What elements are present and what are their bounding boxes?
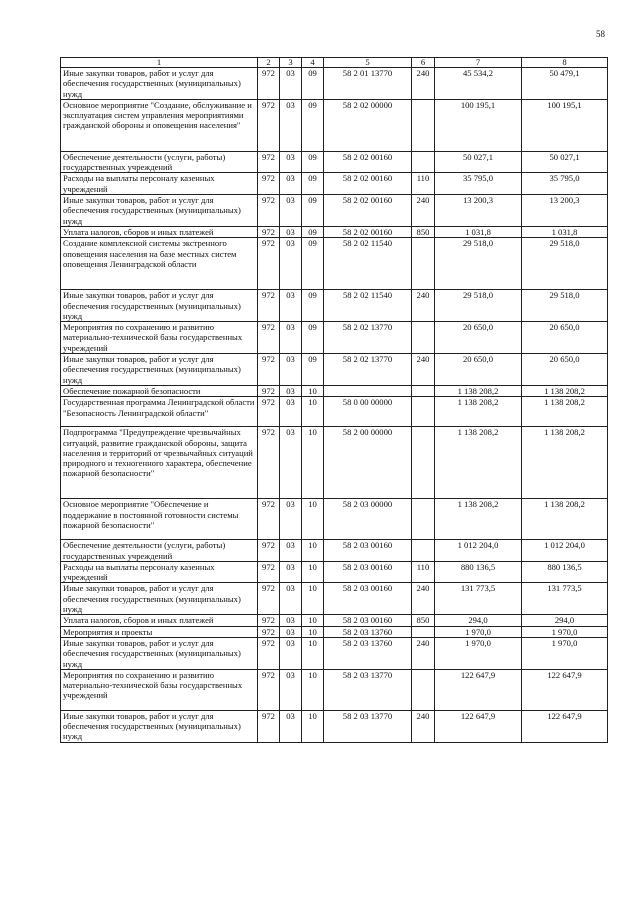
- target-article-cell: 58 2 02 13770: [324, 354, 412, 386]
- name-cell: Обеспечение деятельности (услуги, работы) государственных учреждений: [61, 540, 258, 562]
- target-article-cell: 58 2 02 13770: [324, 322, 412, 354]
- name-cell: Мероприятия по сохранению и развитию материально-технической базы государственных учреждений: [61, 669, 258, 710]
- table-row: [61, 322, 608, 354]
- amount-col8-cell: 29 518,0: [522, 290, 608, 322]
- name-cell: Основное мероприятие "Обеспечение и поддержание в постоянной готовности системы пожарной безопасности": [61, 499, 258, 540]
- target-article-cell: 58 2 02 11540: [324, 290, 412, 322]
- subsection-cell: 09: [302, 99, 324, 151]
- expense-type-cell: [412, 626, 435, 637]
- subsection-cell: 10: [302, 637, 324, 669]
- table-row: [61, 427, 608, 499]
- subsection-cell: 09: [302, 226, 324, 237]
- admin-code-cell: 972: [258, 626, 280, 637]
- table-row: [61, 561, 608, 583]
- amount-col7-cell: 1 970,0: [435, 637, 522, 669]
- section-cell: 03: [280, 226, 302, 237]
- expense-type-cell: [412, 322, 435, 354]
- amount-col7-cell: 1 138 208,2: [435, 427, 522, 499]
- section-cell: 03: [280, 99, 302, 151]
- target-article-cell: 58 2 03 13770: [324, 669, 412, 710]
- subsection-cell: 10: [302, 385, 324, 396]
- amount-col7-cell: 294,0: [435, 615, 522, 626]
- admin-code-cell: 972: [258, 397, 280, 427]
- table-row: [61, 238, 608, 290]
- subsection-cell: 09: [302, 238, 324, 290]
- name-cell: Обеспечение пожарной безопасности: [61, 385, 258, 396]
- amount-col8-cell: 122 647,9: [522, 710, 608, 742]
- amount-col7-cell: 29 518,0: [435, 238, 522, 290]
- subsection-cell: 09: [302, 151, 324, 173]
- section-cell: 03: [280, 290, 302, 322]
- name-cell: Иные закупки товаров, работ и услуг для обеспечения государственных (муниципальных) нужд: [61, 68, 258, 100]
- section-cell: 03: [280, 68, 302, 100]
- target-article-cell: 58 2 03 13770: [324, 710, 412, 742]
- amount-col7-cell: 1 138 208,2: [435, 385, 522, 396]
- section-cell: 03: [280, 354, 302, 386]
- target-article-cell: 58 2 03 13760: [324, 637, 412, 669]
- target-article-cell: 58 2 02 00160: [324, 195, 412, 227]
- table-row: [61, 540, 608, 562]
- target-article-cell: 58 2 02 00000: [324, 99, 412, 151]
- admin-code-cell: 972: [258, 173, 280, 195]
- expense-type-cell: 240: [412, 354, 435, 386]
- name-cell: Иные закупки товаров, работ и услуг для обеспечения государственных (муниципальных) нужд: [61, 583, 258, 615]
- amount-col7-cell: 35 795,0: [435, 173, 522, 195]
- name-cell: Иные закупки товаров, работ и услуг для обеспечения государственных (муниципальных) нужд: [61, 354, 258, 386]
- name-cell: Уплата налогов, сборов и иных платежей: [61, 226, 258, 237]
- subsection-cell: 09: [302, 173, 324, 195]
- amount-col8-cell: 20 650,0: [522, 354, 608, 386]
- table-row: [61, 68, 608, 100]
- table-row: [61, 290, 608, 322]
- admin-code-cell: 972: [258, 710, 280, 742]
- admin-code-cell: 972: [258, 540, 280, 562]
- header-cell: 6: [412, 58, 435, 68]
- header-cell: 1: [61, 58, 258, 68]
- name-cell: Иные закупки товаров, работ и услуг для обеспечения государственных (муниципальных) нужд: [61, 710, 258, 742]
- amount-col7-cell: 1 138 208,2: [435, 397, 522, 427]
- subsection-cell: 10: [302, 397, 324, 427]
- table-row: [61, 195, 608, 227]
- amount-col7-cell: 122 647,9: [435, 669, 522, 710]
- target-article-cell: 58 2 03 00160: [324, 615, 412, 626]
- expense-type-cell: 240: [412, 290, 435, 322]
- name-cell: Иные закупки товаров, работ и услуг для обеспечения государственных (муниципальных) нужд: [61, 290, 258, 322]
- amount-col7-cell: 29 518,0: [435, 290, 522, 322]
- target-article-cell: 58 2 03 00160: [324, 583, 412, 615]
- expense-type-cell: [412, 540, 435, 562]
- name-cell: Основное мероприятие "Создание, обслуживание и эксплуатация систем управления мероприятиями гражданской обороны и оповещения населения": [61, 99, 258, 151]
- admin-code-cell: 972: [258, 99, 280, 151]
- admin-code-cell: 972: [258, 151, 280, 173]
- table-row: [61, 397, 608, 427]
- target-article-cell: 58 2 03 00160: [324, 561, 412, 583]
- name-cell: Расходы на выплаты персоналу казенных учреждений: [61, 173, 258, 195]
- admin-code-cell: 972: [258, 290, 280, 322]
- amount-col7-cell: 1 031,8: [435, 226, 522, 237]
- header-row: [61, 58, 608, 68]
- section-cell: 03: [280, 427, 302, 499]
- admin-code-cell: 972: [258, 195, 280, 227]
- header-cell: 3: [280, 58, 302, 68]
- subsection-cell: 09: [302, 68, 324, 100]
- expense-type-cell: [412, 427, 435, 499]
- amount-col7-cell: 100 195,1: [435, 99, 522, 151]
- admin-code-cell: 972: [258, 385, 280, 396]
- admin-code-cell: 972: [258, 427, 280, 499]
- expense-type-cell: 850: [412, 226, 435, 237]
- target-article-cell: 58 2 02 11540: [324, 238, 412, 290]
- amount-col8-cell: 1 138 208,2: [522, 385, 608, 396]
- target-article-cell: 58 2 02 00160: [324, 173, 412, 195]
- admin-code-cell: 972: [258, 238, 280, 290]
- target-article-cell: 58 2 03 13760: [324, 626, 412, 637]
- amount-col8-cell: 13 200,3: [522, 195, 608, 227]
- section-cell: 03: [280, 540, 302, 562]
- amount-col8-cell: 122 647,9: [522, 669, 608, 710]
- table-row: [61, 173, 608, 195]
- section-cell: 03: [280, 173, 302, 195]
- name-cell: Обеспечение деятельности (услуги, работы) государственных учреждений: [61, 151, 258, 173]
- amount-col8-cell: 50 479,1: [522, 68, 608, 100]
- table-row: [61, 669, 608, 710]
- section-cell: 03: [280, 195, 302, 227]
- admin-code-cell: 972: [258, 226, 280, 237]
- section-cell: 03: [280, 710, 302, 742]
- table-row: [61, 151, 608, 173]
- name-cell: Иные закупки товаров, работ и услуг для обеспечения государственных (муниципальных) нужд: [61, 195, 258, 227]
- amount-col7-cell: 1 970,0: [435, 626, 522, 637]
- amount-col7-cell: 122 647,9: [435, 710, 522, 742]
- amount-col8-cell: 20 650,0: [522, 322, 608, 354]
- amount-col7-cell: 45 534,2: [435, 68, 522, 100]
- section-cell: 03: [280, 637, 302, 669]
- subsection-cell: 09: [302, 290, 324, 322]
- expense-type-cell: 240: [412, 195, 435, 227]
- subsection-cell: 09: [302, 195, 324, 227]
- name-cell: Иные закупки товаров, работ и услуг для обеспечения государственных (муниципальных) нужд: [61, 637, 258, 669]
- admin-code-cell: 972: [258, 499, 280, 540]
- section-cell: 03: [280, 238, 302, 290]
- header-cell: 4: [302, 58, 324, 68]
- table-row: [61, 583, 608, 615]
- amount-col8-cell: 131 773,5: [522, 583, 608, 615]
- admin-code-cell: 972: [258, 354, 280, 386]
- expense-type-cell: 110: [412, 561, 435, 583]
- amount-col7-cell: 13 200,3: [435, 195, 522, 227]
- amount-col8-cell: 50 027,1: [522, 151, 608, 173]
- subsection-cell: 10: [302, 561, 324, 583]
- table-row: [61, 637, 608, 669]
- amount-col8-cell: 1 138 208,2: [522, 499, 608, 540]
- amount-col7-cell: 20 650,0: [435, 322, 522, 354]
- admin-code-cell: 972: [258, 583, 280, 615]
- amount-col7-cell: 20 650,0: [435, 354, 522, 386]
- subsection-cell: 10: [302, 626, 324, 637]
- subsection-cell: 10: [302, 499, 324, 540]
- header-cell: 7: [435, 58, 522, 68]
- section-cell: 03: [280, 626, 302, 637]
- expense-type-cell: 240: [412, 637, 435, 669]
- section-cell: 03: [280, 151, 302, 173]
- amount-col8-cell: 1 031,8: [522, 226, 608, 237]
- name-cell: Уплата налогов, сборов и иных платежей: [61, 615, 258, 626]
- table-row: [61, 99, 608, 151]
- subsection-cell: 10: [302, 427, 324, 499]
- admin-code-cell: 972: [258, 561, 280, 583]
- subsection-cell: 10: [302, 540, 324, 562]
- admin-code-cell: 972: [258, 322, 280, 354]
- table-row: [61, 226, 608, 237]
- name-cell: Мероприятия и проекты: [61, 626, 258, 637]
- section-cell: 03: [280, 385, 302, 396]
- amount-col7-cell: 50 027,1: [435, 151, 522, 173]
- expense-type-cell: [412, 499, 435, 540]
- expense-type-cell: [412, 151, 435, 173]
- expense-type-cell: 240: [412, 68, 435, 100]
- amount-col7-cell: 880 136,5: [435, 561, 522, 583]
- admin-code-cell: 972: [258, 68, 280, 100]
- name-cell: Мероприятия по сохранению и развитию материально-технической базы государственных учреждений: [61, 322, 258, 354]
- amount-col8-cell: 1 970,0: [522, 626, 608, 637]
- expense-type-cell: [412, 385, 435, 396]
- section-cell: 03: [280, 669, 302, 710]
- subsection-cell: 09: [302, 354, 324, 386]
- name-cell: Подпрограмма "Предупреждение чрезвычайных ситуаций, развитие гражданской обороны, защита населения и территорий от чрезвычайных ситуаций природного и техногенного характера, обеспечение пожарной безопасности": [61, 427, 258, 499]
- expense-type-cell: [412, 669, 435, 710]
- expense-type-cell: [412, 238, 435, 290]
- name-cell: Создание комплексной системы экстренного оповещения населения на базе местных систем оповещения Ленинградской области: [61, 238, 258, 290]
- table-row: [61, 710, 608, 742]
- table-row: [61, 385, 608, 396]
- section-cell: 03: [280, 397, 302, 427]
- amount-col7-cell: 131 773,5: [435, 583, 522, 615]
- name-cell: Государственная программа Ленинградской области "Безопасность Ленинградской области": [61, 397, 258, 427]
- admin-code-cell: 972: [258, 615, 280, 626]
- header-cell: 5: [324, 58, 412, 68]
- table-row: [61, 354, 608, 386]
- amount-col8-cell: 35 795,0: [522, 173, 608, 195]
- target-article-cell: 58 2 03 00160: [324, 540, 412, 562]
- amount-col8-cell: 1 138 208,2: [522, 427, 608, 499]
- target-article-cell: 58 2 00 00000: [324, 427, 412, 499]
- subsection-cell: 09: [302, 322, 324, 354]
- section-cell: 03: [280, 583, 302, 615]
- name-cell: Расходы на выплаты персоналу казенных учреждений: [61, 561, 258, 583]
- target-article-cell: 58 2 02 00160: [324, 226, 412, 237]
- expense-type-cell: 110: [412, 173, 435, 195]
- amount-col8-cell: 1 138 208,2: [522, 397, 608, 427]
- subsection-cell: 10: [302, 710, 324, 742]
- target-article-cell: 58 2 01 13770: [324, 68, 412, 100]
- amount-col8-cell: 1 970,0: [522, 637, 608, 669]
- amount-col7-cell: 1 138 208,2: [435, 499, 522, 540]
- amount-col8-cell: 294,0: [522, 615, 608, 626]
- amount-col8-cell: 29 518,0: [522, 238, 608, 290]
- expense-type-cell: [412, 99, 435, 151]
- section-cell: 03: [280, 499, 302, 540]
- target-article-cell: 58 0 00 00000: [324, 397, 412, 427]
- table-row: [61, 499, 608, 540]
- target-article-cell: [324, 385, 412, 396]
- table-row: [61, 615, 608, 626]
- section-cell: 03: [280, 322, 302, 354]
- page-number: 58: [596, 29, 605, 39]
- expense-type-cell: 850: [412, 615, 435, 626]
- expense-type-cell: [412, 397, 435, 427]
- amount-col8-cell: 100 195,1: [522, 99, 608, 151]
- target-article-cell: 58 2 03 00000: [324, 499, 412, 540]
- subsection-cell: 10: [302, 583, 324, 615]
- header-cell: 2: [258, 58, 280, 68]
- admin-code-cell: 972: [258, 637, 280, 669]
- budget-table: [60, 57, 608, 743]
- subsection-cell: 10: [302, 669, 324, 710]
- amount-col7-cell: 1 012 204,0: [435, 540, 522, 562]
- expense-type-cell: 240: [412, 583, 435, 615]
- amount-col8-cell: 1 012 204,0: [522, 540, 608, 562]
- table-row: [61, 626, 608, 637]
- amount-col8-cell: 880 136,5: [522, 561, 608, 583]
- header-cell: 8: [522, 58, 608, 68]
- section-cell: 03: [280, 561, 302, 583]
- section-cell: 03: [280, 615, 302, 626]
- admin-code-cell: 972: [258, 669, 280, 710]
- subsection-cell: 10: [302, 615, 324, 626]
- target-article-cell: 58 2 02 00160: [324, 151, 412, 173]
- expense-type-cell: 240: [412, 710, 435, 742]
